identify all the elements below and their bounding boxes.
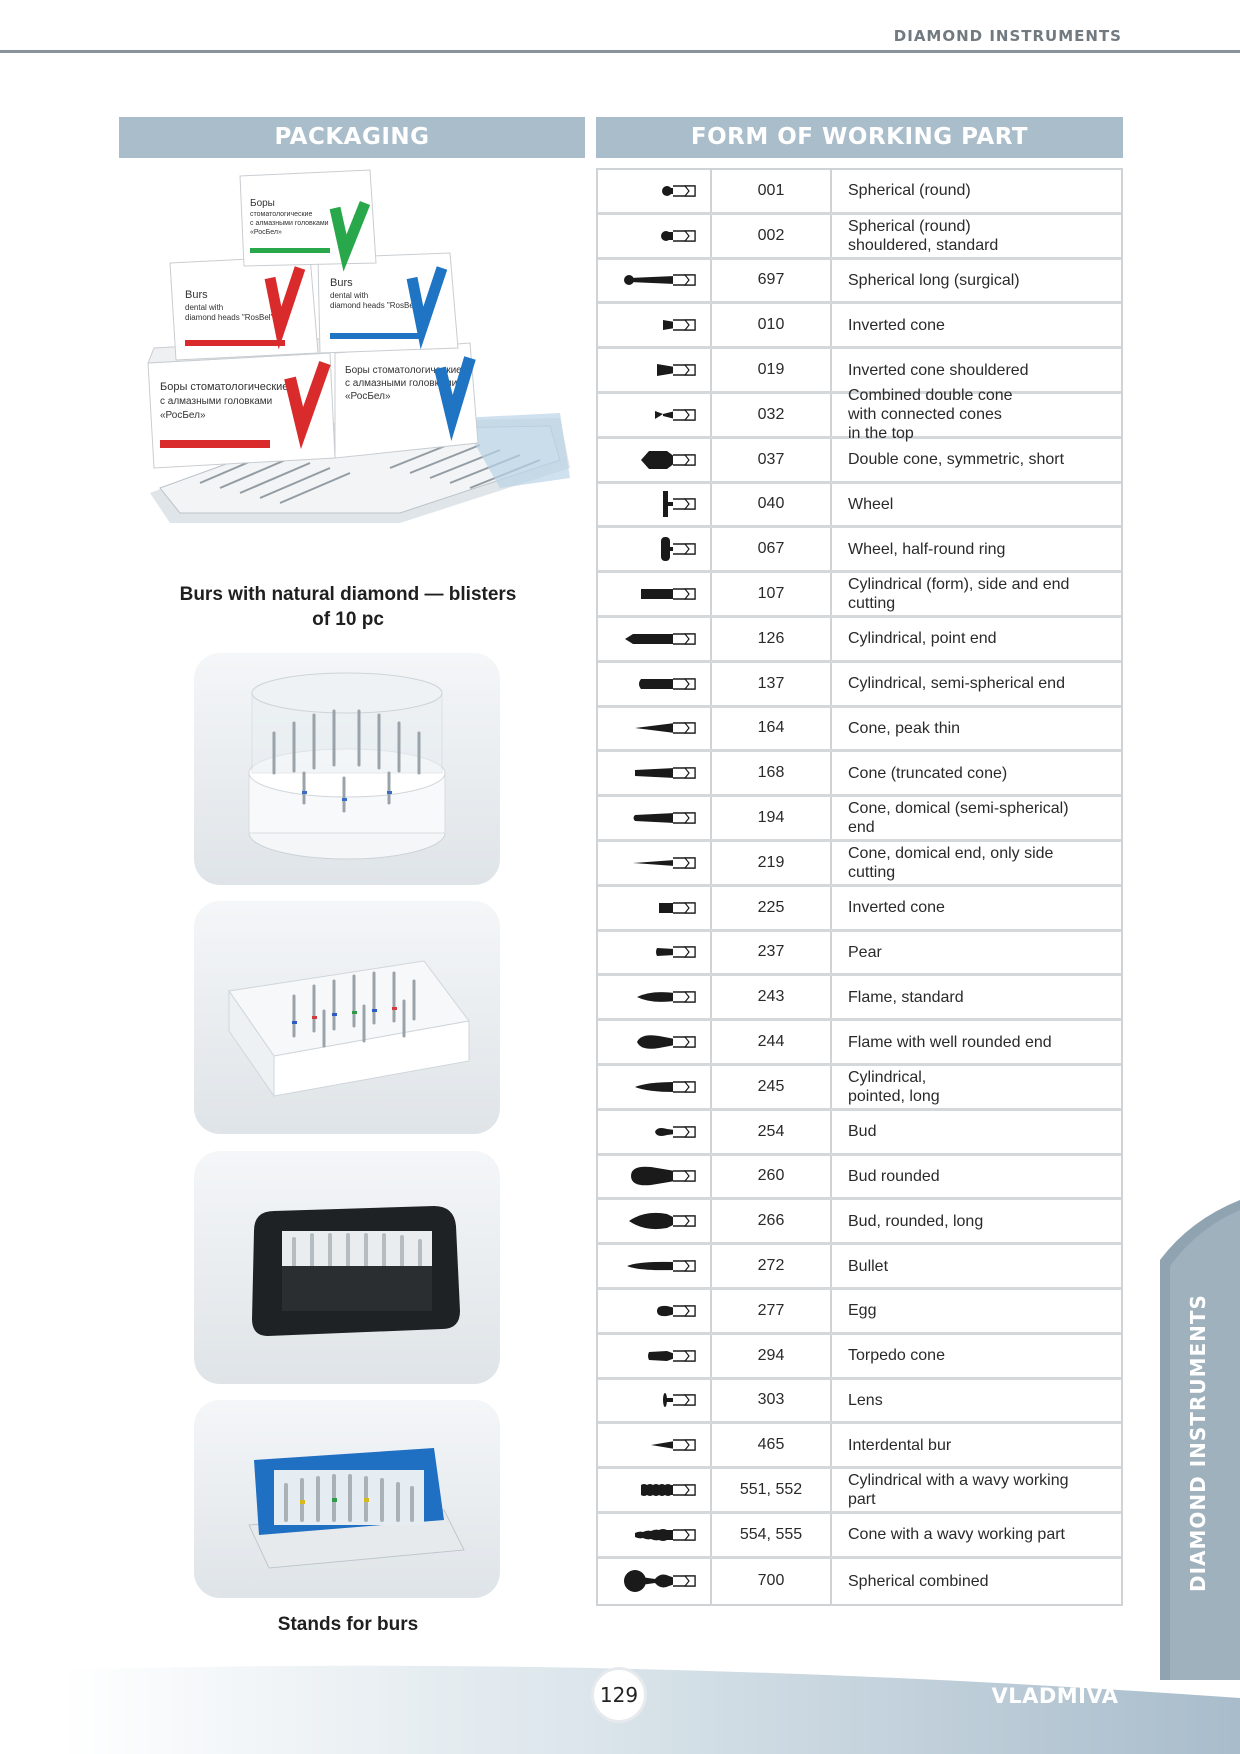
shape-description xyxy=(832,1469,1121,1511)
top-rule xyxy=(0,50,1240,53)
box-green-top xyxy=(240,170,376,266)
cone-truncated-icon xyxy=(611,758,697,788)
shape-description xyxy=(832,484,1121,526)
shape-code: 272 xyxy=(712,1245,832,1287)
inverted-cone-small-icon xyxy=(611,310,697,340)
shape-description xyxy=(832,887,1121,929)
table-row xyxy=(598,708,1121,753)
page-number: 129 xyxy=(594,1670,644,1720)
brand-logo xyxy=(985,1670,1125,1730)
shape-cell xyxy=(598,573,712,615)
table-row xyxy=(598,260,1121,305)
cone-domical-icon xyxy=(611,803,697,833)
table-row xyxy=(598,752,1121,797)
table-row xyxy=(598,573,1121,618)
shape-cell xyxy=(598,708,712,750)
spherical-small-icon xyxy=(611,176,697,206)
shape-code: 303 xyxy=(712,1380,832,1422)
table-row xyxy=(598,618,1121,663)
description-line: end xyxy=(848,819,875,837)
shape-cell xyxy=(598,887,712,929)
shape-description xyxy=(832,1111,1121,1153)
shape-cell xyxy=(598,528,712,570)
shape-cell xyxy=(598,976,712,1018)
description-line: Cylindrical, point end xyxy=(848,630,997,648)
description-line: Spherical (round) xyxy=(848,182,971,200)
shape-code: 164 xyxy=(712,708,832,750)
shape-code: 010 xyxy=(712,304,832,346)
bullet-icon xyxy=(611,1251,697,1281)
shape-cell xyxy=(598,1335,712,1377)
shape-code: 037 xyxy=(712,439,832,481)
shape-cell xyxy=(598,304,712,346)
description-line: Interdental bur xyxy=(848,1436,952,1454)
shape-cell xyxy=(598,797,712,839)
table-row xyxy=(598,1021,1121,1066)
table-row xyxy=(598,528,1121,573)
shape-cell xyxy=(598,1380,712,1422)
svg-text:Боры стоматологические: Боры стоматологические xyxy=(345,365,462,376)
svg-text:Burs: Burs xyxy=(185,289,208,301)
description-line: part xyxy=(848,1491,876,1508)
stands-caption: Stands for burs xyxy=(277,1614,419,1635)
bud-long-icon xyxy=(611,1206,697,1236)
svg-text:с алмазными головками: с алмазными головками xyxy=(160,396,273,407)
shape-cell xyxy=(598,260,712,302)
shape-description xyxy=(832,1380,1121,1422)
table-row xyxy=(598,1066,1121,1111)
table-row xyxy=(598,484,1121,529)
description-line: Pear xyxy=(848,943,882,961)
description-line: Bullet xyxy=(848,1257,889,1275)
shape-code: 700 xyxy=(712,1559,832,1604)
shape-code: 126 xyxy=(712,618,832,660)
shape-code: 168 xyxy=(712,752,832,794)
shape-cell xyxy=(598,618,712,660)
svg-text:«РосБел»: «РосБел» xyxy=(160,410,206,421)
svg-text:Боры стоматологические: Боры стоматологические xyxy=(160,381,289,393)
shape-cell xyxy=(598,1200,712,1242)
description-line: Cone, domical (semi-spherical) xyxy=(848,800,1069,818)
shape-code: 266 xyxy=(712,1200,832,1242)
table-row xyxy=(598,1424,1121,1469)
description-line: Cone with a wavy working part xyxy=(848,1526,1065,1544)
flame-icon xyxy=(611,982,697,1012)
brand-mark-icon xyxy=(1037,1670,1073,1682)
table-row xyxy=(598,215,1121,260)
box-blue-middle xyxy=(318,253,458,353)
description-line: Spherical long (surgical) xyxy=(848,271,1020,289)
shape-cell xyxy=(598,215,712,257)
table-row xyxy=(598,976,1121,1021)
svg-text:diamond heads "RosBel": diamond heads "RosBel" xyxy=(330,301,419,310)
side-tab-label: DIAMOND INSTRUMENTS xyxy=(1186,1294,1210,1592)
spherical-long-icon xyxy=(611,265,697,295)
form-of-working-part-title: FORM OF WORKING PART xyxy=(596,117,1123,158)
clear-stand-photo xyxy=(194,901,500,1134)
table-row xyxy=(598,1335,1121,1380)
packaging-title: PACKAGING xyxy=(119,117,585,158)
description-line: Combined double cone xyxy=(848,387,1013,405)
svg-text:стоматологические: стоматологические xyxy=(250,211,313,218)
svg-text:«РосБел»: «РосБел» xyxy=(345,391,391,402)
black-stand-photo xyxy=(194,1151,500,1384)
shape-code: 260 xyxy=(712,1156,832,1198)
description-line: cutting xyxy=(848,863,896,881)
shape-description xyxy=(832,1245,1121,1287)
shape-code: 294 xyxy=(712,1335,832,1377)
shape-description xyxy=(832,618,1121,660)
description-line: Inverted cone shouldered xyxy=(848,361,1029,379)
description-line: Spherical (round) xyxy=(848,217,971,235)
shape-code: 697 xyxy=(712,260,832,302)
shape-cell xyxy=(598,663,712,705)
shape-code: 244 xyxy=(712,1021,832,1063)
svg-text:«РосБел»: «РосБел» xyxy=(250,229,282,236)
torpedo-icon xyxy=(611,1341,697,1371)
shape-code: 137 xyxy=(712,663,832,705)
table-row xyxy=(598,663,1121,708)
shape-cell xyxy=(598,1021,712,1063)
description-line: Flame, standard xyxy=(848,988,964,1006)
shape-code: 194 xyxy=(712,797,832,839)
shape-code: 001 xyxy=(712,170,832,212)
table-row xyxy=(598,1514,1121,1559)
table-row xyxy=(598,439,1121,484)
spherical-shouldered-icon xyxy=(611,221,697,251)
shape-description xyxy=(832,1424,1121,1466)
shape-cell xyxy=(598,932,712,974)
shape-description xyxy=(832,932,1121,974)
svg-text:diamond heads "RosBel": diamond heads "RosBel" xyxy=(185,313,274,322)
cone-needle-icon xyxy=(611,848,697,878)
shape-cell xyxy=(598,394,712,436)
table-row xyxy=(598,1156,1121,1201)
shape-description xyxy=(832,1066,1121,1108)
shape-code: 243 xyxy=(712,976,832,1018)
table-row xyxy=(598,1200,1121,1245)
shape-cell xyxy=(598,170,712,212)
shape-code: 465 xyxy=(712,1424,832,1466)
shape-code: 237 xyxy=(712,932,832,974)
shape-cell xyxy=(598,752,712,794)
description-line: in the top xyxy=(848,425,914,443)
description-line: Torpedo cone xyxy=(848,1347,945,1365)
bud-icon xyxy=(611,1117,697,1147)
shape-description xyxy=(832,439,1121,481)
table-row xyxy=(598,387,1121,443)
shape-description xyxy=(832,349,1121,391)
description-line: Inverted cone xyxy=(848,899,945,917)
shape-code: 554, 555 xyxy=(712,1514,832,1556)
form-table xyxy=(596,168,1123,1606)
table-row xyxy=(598,797,1121,842)
table-row xyxy=(598,842,1121,887)
interdental-icon xyxy=(611,1430,697,1460)
shape-code: 551, 552 xyxy=(712,1469,832,1511)
spherical-combined-icon xyxy=(611,1566,697,1596)
description-line: Double cone, symmetric, short xyxy=(848,451,1065,469)
shape-description xyxy=(832,170,1121,212)
blue-stand-photo xyxy=(194,1400,500,1598)
table-row xyxy=(598,1111,1121,1156)
shape-code: 277 xyxy=(712,1290,832,1332)
description-line: Cone, peak thin xyxy=(848,719,961,737)
running-head: DIAMOND INSTRUMENTS xyxy=(893,27,1122,45)
pear-icon xyxy=(611,937,697,967)
shape-code: 225 xyxy=(712,887,832,929)
table-row xyxy=(598,170,1121,215)
shape-description xyxy=(832,528,1121,570)
shape-description xyxy=(832,1514,1121,1556)
shape-cell xyxy=(598,1111,712,1153)
shape-description xyxy=(832,260,1121,302)
lens-icon xyxy=(611,1385,697,1415)
table-row xyxy=(598,1245,1121,1290)
shape-description xyxy=(832,1290,1121,1332)
shape-cell xyxy=(598,1290,712,1332)
description-line: shouldered, standard xyxy=(848,236,999,254)
table-row xyxy=(598,1559,1121,1604)
shape-cell xyxy=(598,1559,712,1604)
table-row xyxy=(598,1469,1121,1514)
shape-description xyxy=(832,752,1121,794)
shape-description xyxy=(832,1156,1121,1198)
flame-rounded-icon xyxy=(611,1027,697,1057)
description-line: pointed, long xyxy=(848,1087,940,1105)
description-line: Wheel, half-round ring xyxy=(848,540,1006,558)
description-line: Bud, rounded, long xyxy=(848,1212,984,1230)
wavy-cylinder-icon xyxy=(611,1475,697,1505)
shape-cell xyxy=(598,1066,712,1108)
boxes-photo xyxy=(140,168,580,568)
table-row xyxy=(598,304,1121,349)
shape-description xyxy=(832,1200,1121,1242)
shape-description xyxy=(832,708,1121,750)
shape-description xyxy=(832,304,1121,346)
wavy-cone-icon xyxy=(611,1520,697,1550)
double-cone-combined-icon xyxy=(611,400,697,430)
description-line: Cone, domical end, only side xyxy=(848,844,1054,862)
svg-text:dental with: dental with xyxy=(330,291,369,300)
svg-text:с алмазными головками: с алмазными головками xyxy=(250,220,329,227)
box-blue-bottom xyxy=(335,343,478,458)
svg-text:Боры: Боры xyxy=(250,198,275,209)
shape-description xyxy=(832,842,1121,884)
shape-code: 254 xyxy=(712,1111,832,1153)
description-line: Inverted cone xyxy=(848,316,945,334)
description-line: Bud xyxy=(848,1123,877,1141)
wheel-icon xyxy=(611,489,697,519)
inverted-cone-shouldered-icon xyxy=(611,355,697,385)
shape-description xyxy=(832,1559,1121,1604)
cylinder-round-icon xyxy=(611,669,697,699)
shape-code: 032 xyxy=(712,394,832,436)
svg-text:dental with: dental with xyxy=(185,303,224,312)
shape-cell xyxy=(598,1514,712,1556)
description-line: Cone (truncated cone) xyxy=(848,764,1008,782)
shape-description xyxy=(832,976,1121,1018)
table-row xyxy=(598,887,1121,932)
shape-code: 245 xyxy=(712,1066,832,1108)
shape-description xyxy=(832,387,1121,443)
shape-cell xyxy=(598,349,712,391)
bud-rounded-icon xyxy=(611,1161,697,1191)
shape-cell xyxy=(598,484,712,526)
cylinder-pointed-long-icon xyxy=(611,1072,697,1102)
table-row xyxy=(598,932,1121,977)
shape-code: 019 xyxy=(712,349,832,391)
brand-name: VLADMIVA xyxy=(991,1684,1119,1708)
double-cone-short-icon xyxy=(611,445,697,475)
wheel-half-round-icon xyxy=(611,534,697,564)
cone-thin-icon xyxy=(611,713,697,743)
shape-cell xyxy=(598,842,712,884)
table-row xyxy=(598,1290,1121,1335)
shape-description xyxy=(832,1335,1121,1377)
description-line: Cylindrical, semi-spherical end xyxy=(848,675,1065,693)
description-line: with connected cones xyxy=(848,406,1002,424)
shape-code: 067 xyxy=(712,528,832,570)
description-line: Wheel xyxy=(848,495,894,513)
shape-code: 107 xyxy=(712,573,832,615)
description-line: Bud rounded xyxy=(848,1167,940,1185)
cylinder-point-icon xyxy=(611,624,697,654)
shape-code: 040 xyxy=(712,484,832,526)
shape-description xyxy=(832,215,1121,257)
round-stand-photo xyxy=(194,653,500,885)
table-row xyxy=(598,1380,1121,1425)
shape-description xyxy=(832,663,1121,705)
description-line: Flame with well rounded end xyxy=(848,1033,1052,1051)
description-line: cutting xyxy=(848,595,896,613)
shape-code: 002 xyxy=(712,215,832,257)
description-line: Spherical combined xyxy=(848,1572,989,1590)
svg-text:с алмазными головками: с алмазными головками xyxy=(345,378,458,389)
shape-description xyxy=(832,1021,1121,1063)
shape-cell xyxy=(598,1245,712,1287)
shape-cell xyxy=(598,1469,712,1511)
svg-text:Burs: Burs xyxy=(330,277,353,289)
shape-description xyxy=(832,573,1121,615)
description-line: Cylindrical, xyxy=(848,1068,927,1086)
blisters-caption: Burs with natural diamond — blisters of 10 pc xyxy=(179,584,517,630)
description-line: Cylindrical with a wavy working xyxy=(848,1472,1069,1489)
egg-icon xyxy=(611,1296,697,1326)
shape-cell xyxy=(598,1424,712,1466)
box-red-middle xyxy=(170,256,318,360)
description-line: Cylindrical (form), side and end xyxy=(848,576,1070,594)
description-line: Egg xyxy=(848,1302,877,1320)
cylinder-icon xyxy=(611,579,697,609)
description-line: Lens xyxy=(848,1391,883,1409)
shape-description xyxy=(832,797,1121,839)
shape-cell xyxy=(598,439,712,481)
shape-cell xyxy=(598,1156,712,1198)
inverted-cone-block-icon xyxy=(611,893,697,923)
shape-code: 219 xyxy=(712,842,832,884)
